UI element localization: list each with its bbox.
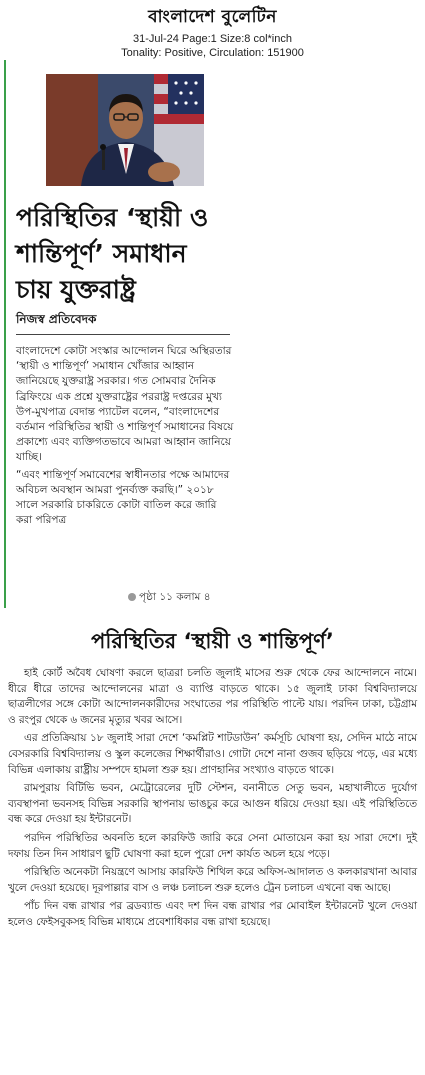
spokesperson-photo-graphic: [46, 74, 204, 186]
continuation-paragraph: পাঁচ দিন বন্ধ রাখার পর ব্রডব্যান্ড এবং দশ দিন বন্ধ রাখার পর মোবাইল ইন্টারনেট খুলে দেওয়া হলেও ফেইসবুকসহ বিভিন্ন মাধ্যমে প্রবেশাধিকার বন্ধ রাখা হয়েছে।: [8, 900, 417, 928]
reporter-byline: নিজস্ব প্রতিবেদক: [16, 311, 230, 335]
continuation-paragraph: এর প্রতিক্রিয়ায় ১৮ জুলাই সারা দেশে ‘কমপ্লিট শাটডাউন’ কর্মসূচি ঘোষণা হয়, সেদিন মাঠে নামে বেসরকারি বিশ্ববিদ্যালয় ও স্কুল কলেজের শিক্ষার্থীরাও। গোটা দেশে নানা গুজব ছড়িয়ে পড়ে, এর মধ্যে বিভিন্ন এলাকায় রাষ্ট্রীয় সম্পদে হামলা শুরু হয়। প্রাণহানির সংখ্যাও বাড়তে থাকে।: [8, 732, 417, 776]
spokesperson-photo: [46, 74, 204, 186]
clipping-meta-tonality: Tonality: Positive, Circulation: 151900: [121, 47, 304, 59]
bullet-dot-icon: [128, 593, 136, 601]
continued-on-note: [128, 590, 234, 604]
continued-on-text: পৃষ্ঠা ১১ কলাম ৪: [139, 591, 211, 603]
article-paragraph: “এবং শান্তিপূর্ণ সমাবেশের স্বাধীনতার পক্ষে আমাদের অবিচল অবস্থান আমরা পুনর্ব্যক্ত করছি।” ২০১৮ সালে সরকারি চাকরিতে কোটা বাতিল করে জারি করা পরিপত্র: [16, 468, 230, 527]
clipping-headline: পরিস্থিতির ‘স্থায়ী ও শান্তিপূর্ণ’ সমাধান চায় যুক্তরাষ্ট্র: [16, 203, 209, 304]
continuation-body: [8, 666, 417, 931]
newspaper-masthead: বাংলাদেশ বুলেটিন: [148, 7, 277, 27]
article-paragraph: বাংলাদেশে কোটা সংস্কার আন্দোলন ঘিরে অস্থিরতার ‘স্থায়ী ও শান্তিপূর্ণ’ সমাধান খোঁজার আহ্বান জানিয়েছে যুক্তরাষ্ট্র সরকার। গত সোমবার দৈনিক ব্রিফিংয়ে এক প্রশ্নে যুক্তরাষ্ট্রের পররাষ্ট্র দপ্তরের মুখ্য উপ-মুখপাত্র বেদান্ত প্যাটেল বলেন, “বাংলাদেশের বর্তমান পরিস্থিতির স্থায়ী ও শান্তিপূর্ণ সমাধানের বিষয়ে প্রকাশ্যে এবং ব্যক্তিগতভাবে আমরা আহ্বান জানিয়ে যাচ্ছি।: [16, 345, 234, 464]
clipping-meta-date-size: 31-Jul-24 Page:1 Size:8 col*inch: [133, 33, 292, 45]
column-rule: [4, 60, 6, 608]
continuation-clipping: [8, 624, 417, 934]
clipping-header: [0, 0, 425, 60]
continuation-paragraph: পরিস্থিতি অনেকটা নিয়ন্ত্রণে আসায় কারফিউ শিথিল করে অফিস-আদালত ও কলকারখানা আবার খুলে দেওয়া হয়েছে। দূরপাল্লার বাস ও লঞ্চ চলাচল শুরু হলেও ট্রেন চলাচল এখনো বন্ধ আছে।: [8, 866, 417, 894]
continuation-paragraph: হাই কোর্ট অবৈধ ঘোষণা করলে ছাত্ররা চলতি জুলাই মাসের শুরু থেকে ফের আন্দোলনে নামে। ধীরে ধীরে তাদের আন্দোলনের মাত্রা ও ব্যাপ্তি বাড়তে থাকে। ১৫ জুলাই ঢাকা বিশ্ববিদ্যালয়ে ছাত্রলীগের সঙ্গে কোটা আন্দোলনকারীদের সংঘাতের পর পরিস্থিতি পাল্টে যায়। পরদিন ঢাকা, চট্টগ্রাম ও রংপুর থেকে ৬ জনের মৃত্যুর খবর আসে।: [8, 667, 417, 726]
continuation-headline: পরিস্থিতির ‘স্থায়ী ও শান্তিপূর্ণ’: [91, 629, 334, 653]
continuation-paragraph: পরদিন পরিস্থিতির অবনতি হলে কারফিউ জারি করে সেনা মোতায়েন করা হয় সারা দেশে। দুই দফায় তিন দিন সাধারণ ছুটি ঘোষণা করা হলে পুরো দেশ কার্যত অচল হয়ে পড়ে।: [8, 831, 417, 860]
front-page-clipping: [4, 60, 232, 608]
continuation-paragraph: রামপুরায় বিটিভি ভবন, মেট্রোরেলের দুটি স্টেশন, বনানীতে সেতু ভবন, মহাখালীতে দুর্যোগ ব্যবস্থাপনা ভবনসহ বিভিন্ন সরকারি স্থাপনায় ভাঙচুর করে আগুন ধরিয়ে দেওয়া হয়। এই পরিস্থিতিতে বন্ধ করে দেওয়া হয় ইন্টারনেট।: [8, 782, 417, 826]
article-body: [16, 344, 234, 530]
